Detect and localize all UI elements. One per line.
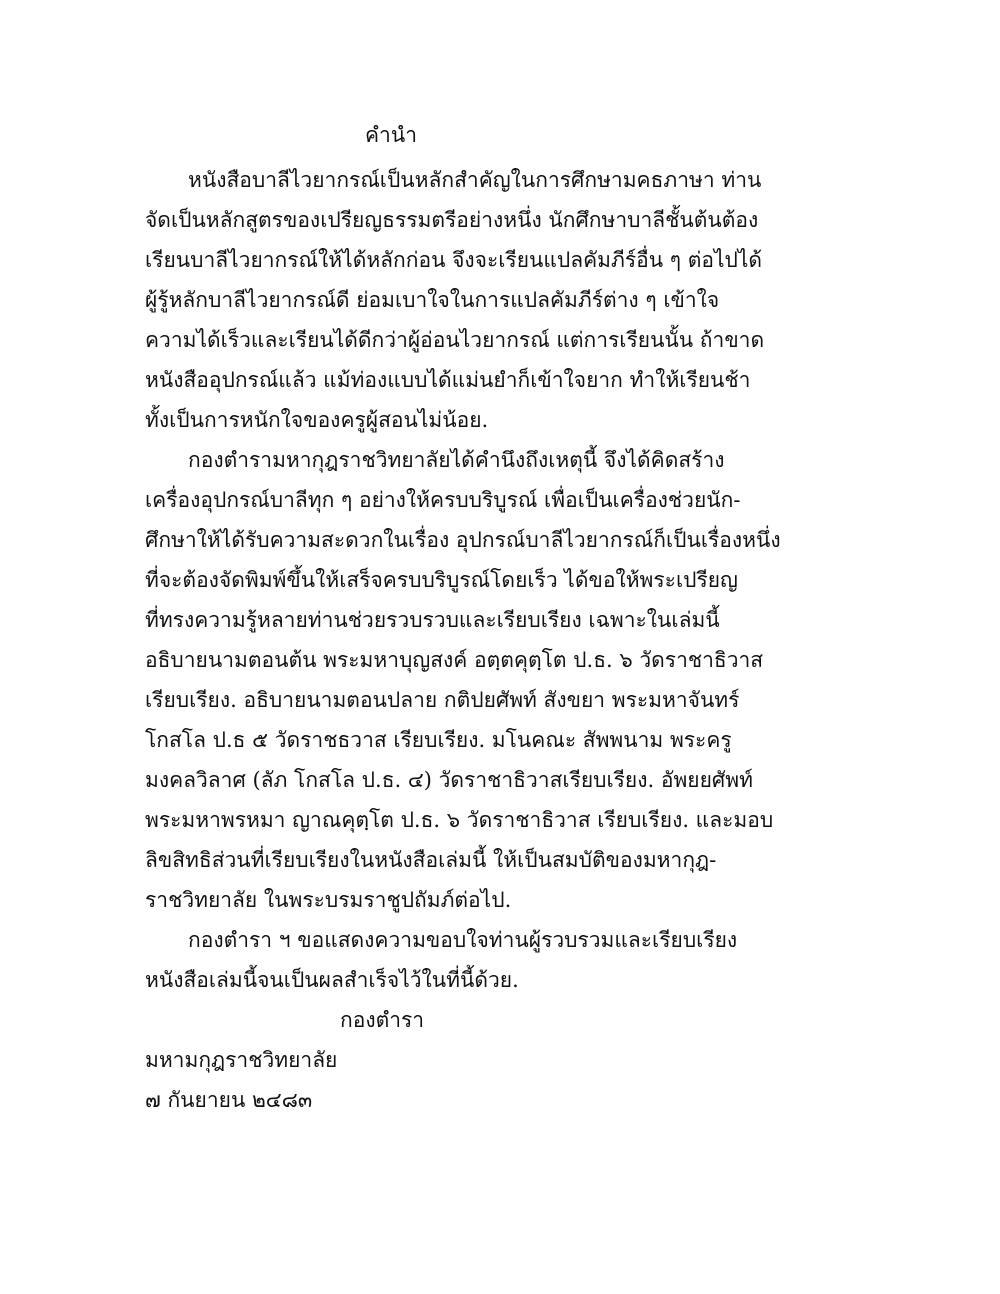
text-line: โกสโล ป.ธ ๕ วัดราชธวาส เรียบเรียง. มโนคณะ สัพพนาม พระครู — [145, 728, 732, 752]
signature-name: กองตำรา — [340, 1008, 425, 1032]
signature-org: มหามกุฎราชวิทยาลัย — [145, 1048, 338, 1072]
text-line: ที่จะต้องจัดพิมพ์ขึ้นให้เสร็จครบบริบูรณ์โดยเร็ว ได้ขอให้พระเปรียญ — [145, 568, 738, 592]
text-line: ราชวิทยาลัย ในพระบรมราชูปถัมภ์ต่อไป. — [145, 888, 512, 912]
text-line: ที่ทรงความรู้หลายท่านช่วยรวบรวบและเรียบเรียง เฉพาะในเล่มนี้ — [145, 608, 720, 632]
text-line: กองตำรามหากุฎราชวิทยาลัยได้คำนึงถึงเหตุนี้ จึงได้คิดสร้าง — [188, 448, 725, 472]
text-line: ทั้งเป็นการหนักใจของครูผู้สอนไม่น้อย. — [145, 408, 489, 432]
text-line: อธิบายนามตอนต้น พระมหาบุญสงค์ อตฺตคุตฺโต ป.ธ. ๖ วัดราชาธิวาส — [145, 648, 764, 672]
text-line: เครื่องอุปกรณ์บาลีทุก ๆ อย่างให้ครบบริบูรณ์ เพื่อเป็นเครื่องช่วยนัก- — [145, 488, 741, 512]
text-line: พระมหาพรหมา ญาณคุตฺโต ป.ธ. ๖ วัดราชาธิวาส เรียบเรียง. และมอบ — [145, 808, 774, 832]
text-line: หนังสือบาลีไวยากรณ์เป็นหลักสำคัญในการศึกษามคธภาษา ท่าน — [188, 168, 762, 192]
text-line: ศึกษาให้ได้รับความสะดวกในเรื่อง อุปกรณ์บาลีไวยากรณ์ก็เป็นเรื่องหนึ่ง — [145, 528, 781, 552]
page-title: คำนำ — [365, 123, 417, 147]
text-line: เรียบเรียง. อธิบายนามตอนปลาย กติปยศัพท์ สังขยา พระมหาจันทร์ — [145, 688, 740, 712]
signature-date: ๗ กันยายน ๒๔๘๓ — [145, 1088, 313, 1112]
text-line: หนังสือเล่มนี้จนเป็นผลสำเร็จไว้ในที่นี้ด้วย. — [145, 968, 519, 992]
text-line: ลิขสิทธิส่วนที่เรียบเรียงในหนังสือเล่มนี้ ให้เป็นสมบัติของมหากุฎ- — [145, 848, 717, 872]
text-line: กองตำรา ฯ ขอแสดงความขอบใจท่านผู้รวบรวมและเรียบเรียง — [188, 928, 738, 952]
text-line: จัดเป็นหลักสูตรของเปรียญธรรมตรีอย่างหนึ่ง นักศึกษาบาลีชั้นต้นต้อง — [145, 208, 759, 232]
text-line: ความได้เร็วและเรียนได้ดีกว่าผู้อ่อนไวยากรณ์ แต่การเรียนนั้น ถ้าขาด — [145, 328, 765, 352]
text-line: หนังสืออุปกรณ์แล้ว แม้ท่องแบบได้แม่นยำก็เข้าใจยาก ทำให้เรียนช้า — [145, 368, 751, 392]
text-line: เรียนบาลีไวยากรณ์ให้ได้หลักก่อน จึงจะเรียนแปลคัมภีร์อื่น ๆ ต่อไปได้ — [145, 248, 763, 272]
text-line: มงคลวิลาศ (ลัภ โกสโล ป.ธ. ๔) วัดราชาธิวาสเรียบเรียง. อัพยยศัพท์ — [145, 768, 753, 792]
text-line: ผู้รู้หลักบาลีไวยากรณ์ดี ย่อมเบาใจในการแปลคัมภีร์ต่าง ๆ เข้าใจ — [145, 288, 720, 312]
